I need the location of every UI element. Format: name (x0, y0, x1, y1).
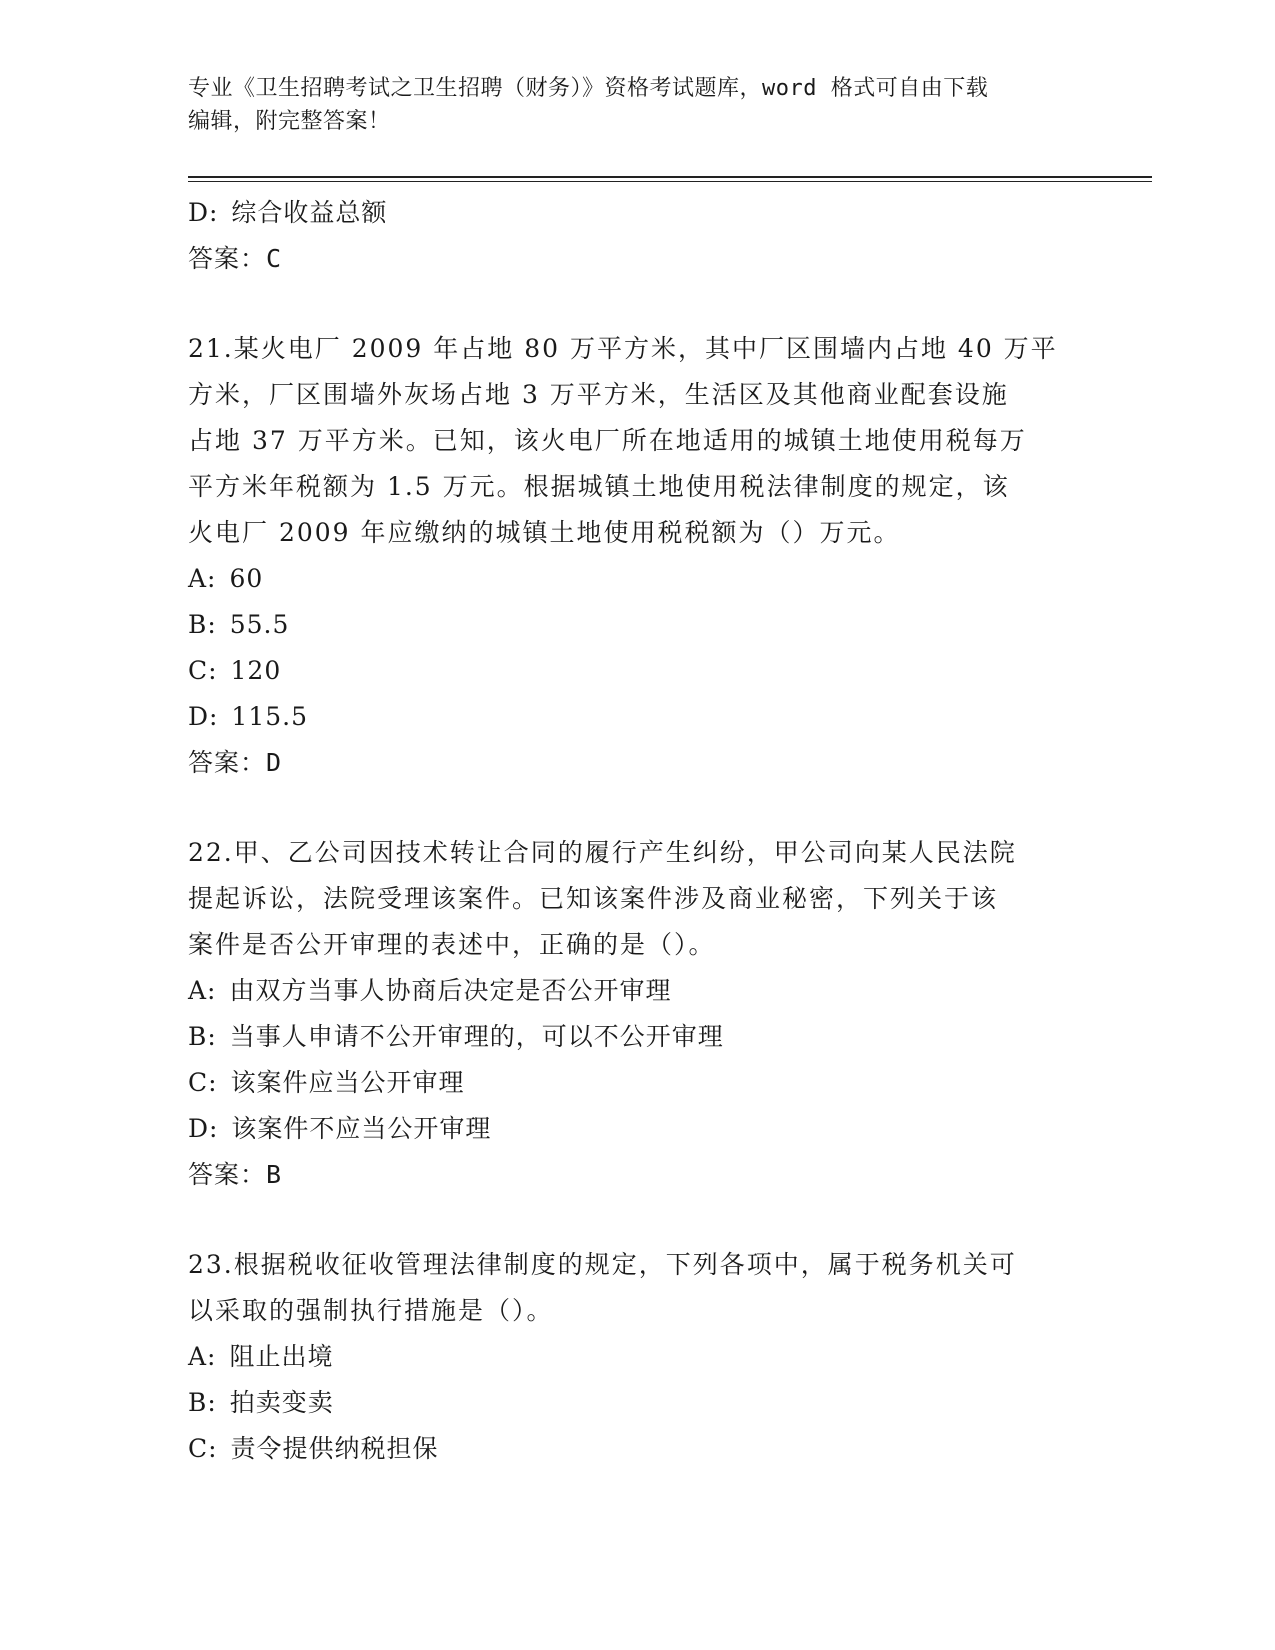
option-label: D: (188, 702, 219, 731)
answer-value: B (266, 1160, 283, 1189)
option-text: 阻止出境 (229, 1342, 334, 1371)
option-label: B: (188, 1022, 217, 1051)
question-21-option-b (188, 602, 1088, 648)
question-content (188, 190, 1088, 1472)
option-text: 55.5 (229, 610, 290, 639)
header-divider-thin (188, 181, 1152, 182)
question-21-stem (188, 326, 1088, 556)
question-22-option-a (188, 968, 1088, 1014)
prev-option-d (188, 190, 1088, 236)
question-21-option-c (188, 648, 1088, 694)
option-label: D: (188, 1114, 219, 1143)
option-text: 120 (230, 656, 282, 685)
header-line-1: 专业《卫生招聘考试之卫生招聘（财务）》资格考试题库，word 格式可自由下载 (188, 76, 989, 101)
question-22-option-b (188, 1014, 1088, 1060)
option-label: A: (188, 976, 217, 1005)
option-label: D: (188, 198, 219, 227)
spacer (188, 1198, 1088, 1242)
answer-label: 答案： (188, 1160, 267, 1189)
option-text: 综合收益总额 (231, 198, 388, 227)
stem-line: 提起诉讼，法院受理该案件。已知该案件涉及商业秘密，下列关于该 (188, 884, 999, 913)
prev-answer (188, 236, 1088, 282)
option-text: 该案件不应当公开审理 (231, 1114, 492, 1143)
header-line-2: 编辑，附完整答案！ (188, 109, 391, 134)
option-label: B: (188, 1388, 217, 1417)
stem-line: 火电厂 2009 年应缴纳的城镇土地使用税税额为（）万元。 (188, 518, 901, 547)
stem-line: 21.某火电厂 2009 年占地 80 万平方米，其中厂区围墙内占地 40 万平 (188, 334, 1058, 363)
option-label: C: (188, 656, 218, 685)
option-text: 60 (229, 564, 264, 593)
stem-line: 22.甲、乙公司因技术转让合同的履行产生纠纷，甲公司向某人民法院 (188, 838, 1017, 867)
option-text: 责令提供纳税担保 (230, 1434, 439, 1463)
stem-line: 方米，厂区围墙外灰场占地 3 万平方米，生活区及其他商业配套设施 (188, 380, 1009, 409)
answer-value: D (266, 748, 283, 777)
stem-line: 以采取的强制执行措施是（）。 (188, 1296, 554, 1325)
question-23-option-b (188, 1380, 1088, 1426)
answer-label: 答案： (188, 244, 267, 273)
stem-line: 占地 37 万平方米。已知，该火电厂所在地适用的城镇土地使用税每万 (188, 426, 1027, 455)
option-label: B: (188, 610, 217, 639)
question-21-answer (188, 740, 1088, 786)
page-header (188, 72, 1088, 138)
option-label: A: (188, 564, 217, 593)
question-21-option-a (188, 556, 1088, 602)
question-21-option-d (188, 694, 1088, 740)
header-divider-thick (188, 176, 1152, 178)
stem-line: 案件是否公开审理的表述中，正确的是（）。 (188, 930, 716, 959)
stem-line: 平方米年税额为 1.5 万元。根据城镇土地使用税法律制度的规定，该 (188, 472, 1010, 501)
question-23-stem (188, 1242, 1088, 1334)
option-label: C: (188, 1068, 218, 1097)
option-text: 115.5 (231, 702, 308, 731)
stem-line: 23.根据税收征收管理法律制度的规定，下列各项中，属于税务机关可 (188, 1250, 1017, 1279)
spacer (188, 282, 1088, 326)
question-22-option-d (188, 1106, 1088, 1152)
option-label: A: (188, 1342, 217, 1371)
question-23-option-a (188, 1334, 1088, 1380)
question-23-option-c (188, 1426, 1088, 1472)
answer-value: C (266, 244, 283, 273)
option-text: 该案件应当公开审理 (230, 1068, 465, 1097)
option-text: 拍卖变卖 (229, 1388, 334, 1417)
option-text: 当事人申请不公开审理的，可以不公开审理 (229, 1022, 724, 1051)
question-22-stem (188, 830, 1088, 968)
answer-label: 答案： (188, 748, 267, 777)
question-22-option-c (188, 1060, 1088, 1106)
spacer (188, 786, 1088, 830)
question-22-answer (188, 1152, 1088, 1198)
option-text: 由双方当事人协商后决定是否公开审理 (229, 976, 672, 1005)
option-label: C: (188, 1434, 218, 1463)
